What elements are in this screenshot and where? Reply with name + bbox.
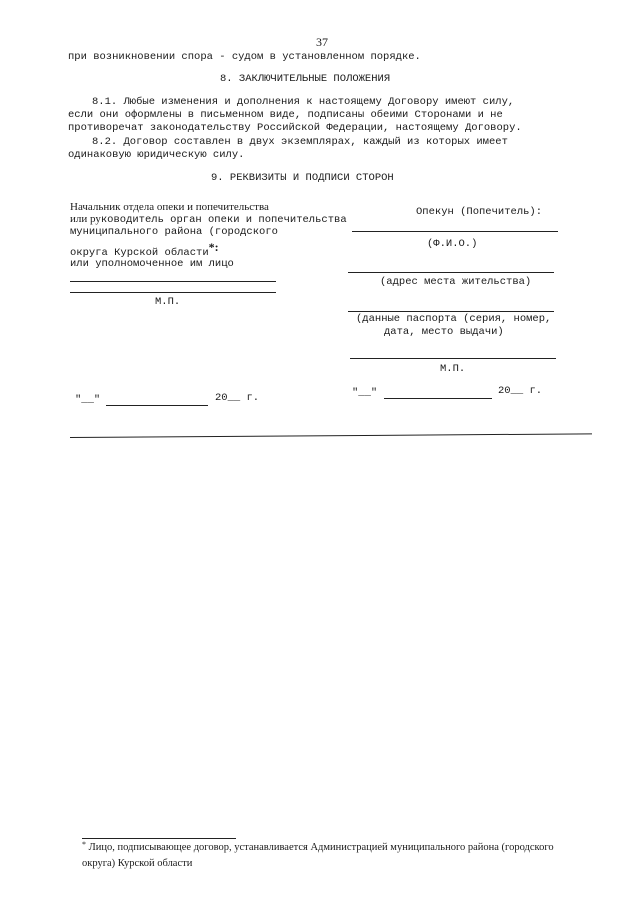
right-signature-line	[350, 358, 556, 359]
footnote-line1	[82, 842, 554, 853]
left-party-line1: Начальник отдела опеки и попечительства	[70, 201, 269, 213]
left-party-line5: или уполномоченное им лицо	[70, 258, 234, 270]
right-fio-line	[352, 231, 558, 232]
left-party-line3: муниципального района (городского	[70, 226, 278, 238]
left-date-blank	[106, 405, 208, 406]
left-party-line2	[70, 213, 347, 226]
right-passport-label-2: дата, место выдачи)	[384, 326, 504, 338]
right-date-blank	[384, 398, 492, 399]
right-passport-label-1: (данные паспорта (серия, номер,	[356, 313, 552, 325]
left-date-quote: "__"	[75, 394, 101, 406]
left-date-year: 20__ г.	[215, 392, 260, 404]
footnote-separator	[82, 838, 236, 839]
section8-p81-line3: противоречат законодательству Российской Федерации, настоящему Договору.	[68, 122, 522, 134]
right-date-quote: "__"	[352, 387, 378, 399]
left-party-line4	[70, 240, 219, 259]
right-stamp-label: М.П.	[440, 363, 466, 375]
section-end-rule	[70, 433, 592, 438]
page-number: 37	[316, 35, 328, 49]
right-fio-label: (Ф.И.О.)	[427, 238, 478, 250]
left-party-line2-rest: ководитель орган опеки и попечительства	[100, 214, 347, 226]
footnote-text-1: Лицо, подписывающее договор, устанавливается Администрацией муниципального района (городского	[88, 842, 554, 853]
section9-heading: 9. РЕКВИЗИТЫ И ПОДПИСИ СТОРОН	[211, 172, 394, 184]
left-party-line2-prefix: или ру	[70, 213, 101, 225]
section8-p82-line2: одинаковую юридическую силу.	[68, 149, 245, 161]
left-signature-line-2	[70, 292, 276, 293]
section8-heading: 8. ЗАКЛЮЧИТЕЛЬНЫЕ ПОЛОЖЕНИЯ	[220, 73, 391, 85]
section8-p82-line1: 8.2. Договор составлен в двух экземплярах, каждый из которых имеет	[92, 136, 508, 148]
left-party-asterisk: *:	[208, 240, 219, 254]
section8-p81-line2: если они оформлены в письменном виде, подписаны обеими Сторонами и не	[68, 109, 503, 121]
left-party-line4-text: округа Курской области	[70, 247, 209, 259]
right-date-year: 20__ г.	[498, 385, 543, 397]
footnote-mark: *	[82, 840, 86, 849]
footnote-line2: округа) Курской области	[82, 858, 193, 869]
left-signature-line-1	[70, 281, 276, 282]
section8-p81-line1: 8.1. Любые изменения и дополнения к настоящему Договору имеют силу,	[92, 96, 515, 108]
right-party-title: Опекун (Попечитель):	[416, 206, 543, 218]
right-address-label: (адрес места жительства)	[380, 276, 532, 288]
right-passport-line	[348, 311, 554, 312]
intro-line: при возникновении спора - судом в установленном порядке.	[68, 51, 421, 63]
left-stamp-label: М.П.	[155, 296, 181, 308]
right-address-line	[348, 272, 554, 273]
